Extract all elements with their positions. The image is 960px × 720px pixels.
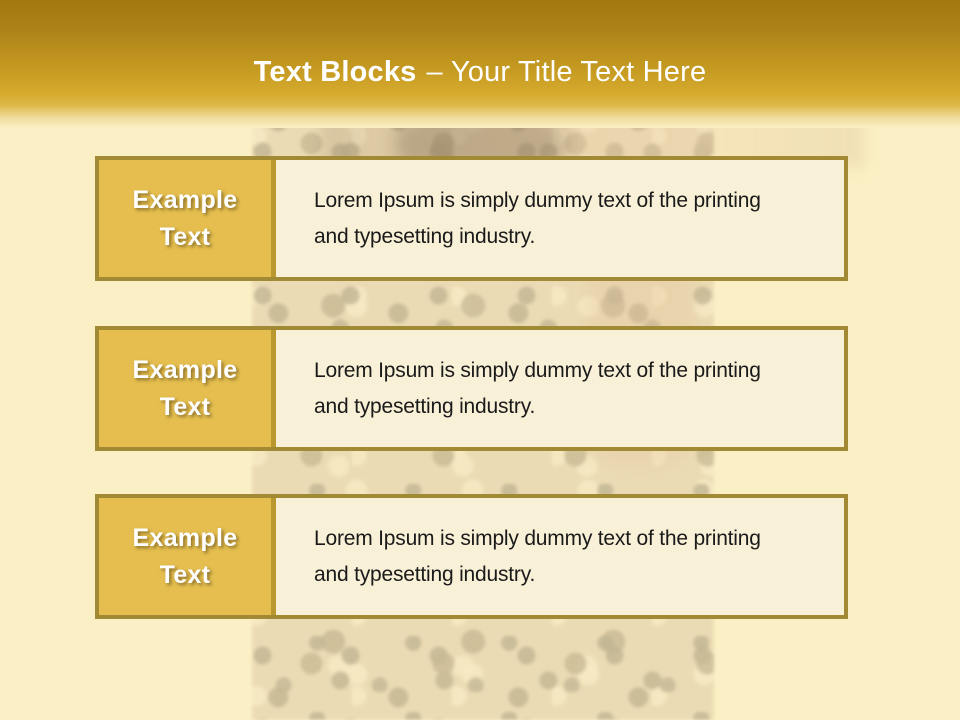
text-block-3-label-line-1: Example [132,523,238,552]
text-block-2-label-line-2: Text [159,392,211,421]
text-block-1-label-line-2: Text [159,222,211,251]
slide-title [254,52,707,92]
header-bar [0,0,960,128]
slide-title-separator: – [426,56,443,88]
text-block-3-label-cell [99,498,276,615]
text-block-1-body: Lorem Ipsum is simply dummy text of the printing and typesetting industry. [314,188,761,248]
text-block-1 [95,156,848,281]
text-block-1-label-line-1: Example [132,185,238,214]
slide-title-bold: Text Blocks [253,56,417,88]
text-block-1-label-cell [99,160,276,277]
text-block-2-content-cell [276,330,844,447]
text-block-3-content-cell [276,498,844,615]
text-block-1-content-cell [276,160,844,277]
text-block-2-label-line-1: Example [132,355,238,384]
text-block-3 [95,494,848,619]
text-block-3-label-line-2: Text [159,560,211,589]
text-block-2-body: Lorem Ipsum is simply dummy text of the printing and typesetting industry. [314,358,761,418]
slide-title-subtitle: Your Title Text Here [450,56,707,88]
text-block-2-label-cell [99,330,276,447]
text-block-2 [95,326,848,451]
text-block-3-body: Lorem Ipsum is simply dummy text of the printing and typesetting industry. [314,526,761,586]
